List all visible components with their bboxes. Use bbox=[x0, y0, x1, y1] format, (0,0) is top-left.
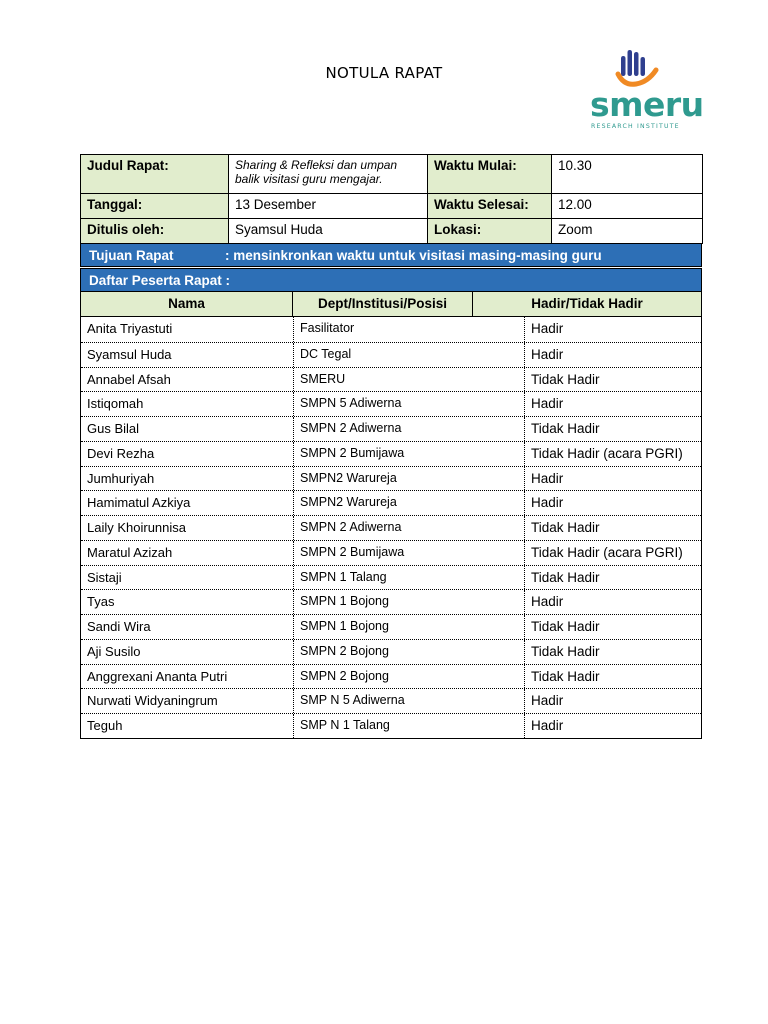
participant-table-header bbox=[80, 292, 702, 317]
participant-attendance: Hadir bbox=[531, 693, 564, 709]
participant-name: Aji Susilo bbox=[81, 640, 294, 664]
participant-name: Devi Rezha bbox=[81, 442, 294, 466]
participant-attendance: Tidak Hadir (acara PGRI) bbox=[531, 544, 683, 560]
participant-attendance: Tidak Hadir bbox=[531, 668, 600, 684]
table-row bbox=[81, 639, 701, 664]
participant-name: Teguh bbox=[81, 714, 294, 738]
participant-dept: SMPN 2 Bojong bbox=[294, 640, 525, 664]
participant-dept: SMPN 2 Bumijawa bbox=[294, 541, 525, 565]
participant-dept: SMPN 2 Bojong bbox=[294, 665, 525, 689]
participant-dept: SMPN 1 Talang bbox=[294, 566, 525, 590]
smeru-logo bbox=[588, 48, 704, 132]
table-row bbox=[81, 367, 701, 392]
participant-name: Gus Bilal bbox=[81, 417, 294, 441]
participant-attendance: Hadir bbox=[531, 396, 564, 412]
participant-dept: SMP N 1 Talang bbox=[294, 714, 525, 738]
participant-name: Anggrexani Ananta Putri bbox=[81, 665, 294, 689]
table-row bbox=[81, 713, 701, 738]
ditulis-value: Syamsul Huda bbox=[229, 219, 428, 244]
participant-attendance: Tidak Hadir bbox=[531, 619, 600, 634]
column-header-nama: Nama bbox=[81, 292, 293, 316]
table-row bbox=[81, 589, 701, 614]
table-row bbox=[81, 515, 701, 540]
table-row bbox=[81, 441, 701, 466]
waktu-selesai-value: 12.00 bbox=[552, 194, 703, 219]
participant-attendance: Tidak Hadir bbox=[531, 520, 600, 535]
participant-dept: SMP N 5 Adiwerna bbox=[294, 689, 525, 713]
participant-dept: DC Tegal bbox=[294, 343, 525, 367]
participant-dept: SMPN 2 Adiwerna bbox=[294, 417, 525, 441]
participant-name: Hamimatul Azkiya bbox=[81, 491, 294, 515]
table-row bbox=[81, 391, 701, 416]
participant-name: Maratul Azizah bbox=[81, 541, 294, 565]
participant-attendance: Hadir bbox=[531, 321, 564, 336]
participant-dept: SMPN2 Warureja bbox=[294, 467, 525, 491]
logo-wordmark: smeru bbox=[590, 85, 704, 124]
participant-dept: SMERU bbox=[294, 368, 525, 392]
participant-name: Istiqomah bbox=[81, 392, 294, 416]
table-row bbox=[81, 490, 701, 515]
participant-attendance: Hadir bbox=[531, 495, 564, 511]
lokasi-label: Lokasi: bbox=[428, 219, 552, 244]
waktu-selesai-label: Waktu Selesai: bbox=[428, 194, 552, 219]
column-header-hadir: Hadir/Tidak Hadir bbox=[473, 292, 701, 316]
participant-attendance: Hadir bbox=[531, 718, 564, 733]
participant-dept: Fasilitator bbox=[294, 317, 525, 342]
table-row bbox=[81, 565, 701, 590]
participant-name: Anita Triyastuti bbox=[81, 317, 294, 342]
judul-label: Judul Rapat: bbox=[81, 155, 229, 194]
table-row bbox=[81, 688, 701, 713]
participant-attendance: Tidak Hadir bbox=[531, 643, 600, 659]
participant-name: Nurwati Widyaningrum bbox=[81, 689, 294, 713]
participant-attendance: Hadir bbox=[531, 346, 564, 362]
tanggal-value: 13 Desember bbox=[229, 194, 428, 219]
participant-attendance: Hadir bbox=[531, 594, 564, 610]
tujuan-rapat-bar bbox=[80, 243, 702, 267]
participant-name: Jumhuriyah bbox=[81, 467, 294, 491]
participant-list bbox=[80, 317, 702, 739]
logo-subtitle: RESEARCH INSTITUTE bbox=[591, 123, 680, 130]
meeting-info-table bbox=[80, 154, 703, 244]
table-row bbox=[81, 317, 701, 342]
table-row bbox=[81, 416, 701, 441]
lokasi-value: Zoom bbox=[552, 219, 703, 244]
participant-dept: SMPN 1 Bojong bbox=[294, 590, 525, 614]
judul-value: Sharing & Refleksi dan umpan balik visitasi guru mengajar. bbox=[229, 155, 428, 194]
participant-attendance: Tidak Hadir bbox=[531, 569, 600, 585]
participant-dept: SMPN 2 Adiwerna bbox=[294, 516, 525, 540]
participant-name: Tyas bbox=[81, 590, 294, 614]
daftar-peserta-bar bbox=[80, 268, 702, 292]
table-row bbox=[81, 614, 701, 639]
column-header-dept: Dept/Institusi/Posisi bbox=[293, 292, 473, 316]
table-row bbox=[81, 466, 701, 491]
waktu-mulai-label: Waktu Mulai: bbox=[428, 155, 552, 194]
participant-name: Annabel Afsah bbox=[81, 368, 294, 392]
participant-name: Laily Khoirunnisa bbox=[81, 516, 294, 540]
tanggal-label: Tanggal: bbox=[81, 194, 229, 219]
participant-attendance: Tidak Hadir (acara PGRI) bbox=[531, 445, 683, 461]
daftar-peserta-label: Daftar Peserta Rapat : bbox=[89, 273, 231, 288]
participant-name: Sandi Wira bbox=[81, 615, 294, 639]
table-row bbox=[81, 664, 701, 689]
participant-dept: SMPN 1 Bojong bbox=[294, 615, 525, 639]
participant-name: Syamsul Huda bbox=[81, 343, 294, 367]
participant-attendance: Hadir bbox=[531, 470, 564, 486]
participant-dept: SMPN 2 Bumijawa bbox=[294, 442, 525, 466]
waktu-mulai-value: 10.30 bbox=[552, 155, 703, 194]
participant-dept: SMPN2 Warureja bbox=[294, 491, 525, 515]
participant-attendance: Tidak Hadir bbox=[531, 371, 600, 387]
tujuan-value: : mensinkronkan waktu untuk visitasi masing-masing guru bbox=[225, 248, 602, 263]
table-row bbox=[81, 540, 701, 565]
participant-attendance: Tidak Hadir bbox=[531, 421, 600, 436]
participant-dept: SMPN 5 Adiwerna bbox=[294, 392, 525, 416]
document-title: NOTULA RAPAT bbox=[325, 64, 443, 82]
participant-name: Sistaji bbox=[81, 566, 294, 590]
table-row bbox=[81, 342, 701, 367]
ditulis-label: Ditulis oleh: bbox=[81, 219, 229, 244]
tujuan-label: Tujuan Rapat bbox=[89, 248, 174, 263]
